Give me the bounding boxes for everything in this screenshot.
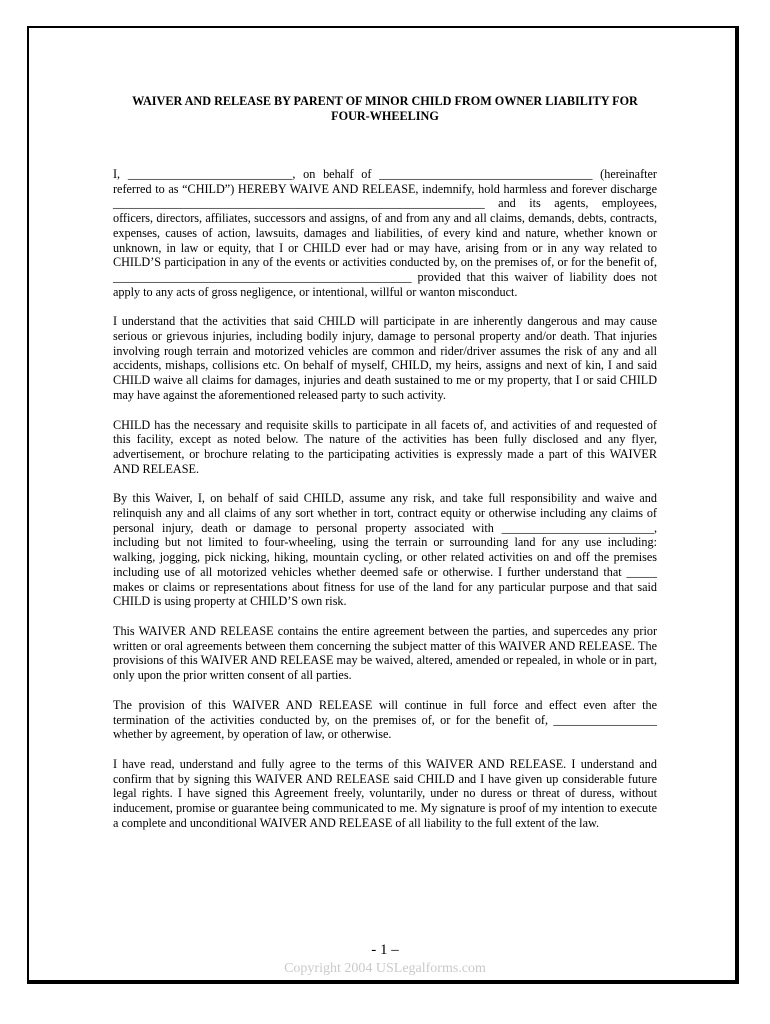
document-title-line2: FOUR-WHEELING [331, 109, 439, 123]
document-title [113, 94, 657, 124]
paragraph-risk-understanding: I understand that the activities that said CHILD will participate in are inherently dangerous and may cause serious or grievous injuries, including bodily injury, damage to personal property and/or death. That injuries involving rough terrain and motorized vehicles are common and rider/driver assumes the risk of any and all accidents, mishaps, collisions etc. On behalf of myself, CHILD, my heirs, assigns and next of kin, I and said CHILD waive all claims for damages, injuries and death sustained to me or my property, that I or said CHILD may have against the aforementioned released party to such activity. [113, 314, 657, 402]
paragraph-acknowledgment: I have read, understand and fully agree to the terms of this WAIVER AND RELEASE. I understand and confirm that by signing this WAIVER AND RELEASE said CHILD and I have given up considerable future legal rights. I have signed this Agreement freely, voluntarily, under no duress or threat of duress, without inducement, promise or guarantee being communicated to me. My signature is proof of my intention to execute a complete and unconditional WAIVER AND RELEASE of all liability to the full extent of the law. [113, 756, 657, 830]
paragraph-entire-agreement: This WAIVER AND RELEASE contains the entire agreement between the parties, and supercedes any prior written or oral agreements between them concerning the subject matter of this WAIVER AND RELEASE. The provisions of this WAIVER AND RELEASE may be waived, altered, amended or repealed, in whole or in part, only upon the prior written consent of all parties. [113, 623, 657, 683]
paragraph-waiver-intro: I, ___________________________, on behalf of ___________________________________ (hereinafter referred to as “CHILD”) HEREBY WAIVE AND RELEASE, indemnify, hold harmless and forever discharge _____________________________________________________________ and its agents, employees, officers, directors, affiliates, successors and assigns, of and from any and all claims, demands, debts, contracts, expenses, causes of action, lawsuits, damages and liabilities, of every kind and nature, whether known or unknown, in law or equity, that I or CHILD ever had or may have, arising from or in any way related to CHILD’S participation in any of the events or activities conducted by, on the premises of, or for the benefit of, _________________________________________________ provided that this waiver of liability does not apply to any acts of gross negligence, or intentional, willful or wanton misconduct. [113, 167, 657, 299]
document-title-line1: WAIVER AND RELEASE BY PARENT OF MINOR CHILD FROM OWNER LIABILITY FOR [132, 94, 638, 108]
copyright-notice: Copyright 2004 USLegalforms.com [284, 961, 486, 976]
document-body [113, 94, 657, 845]
paragraph-assume-risk: By this Waiver, I, on behalf of said CHILD, assume any risk, and take full responsibility and waive and relinquish any and all claims of any sort whether in tort, contract equity or otherwise including any claims of personal injury, death or damage to personal property associated with _________________________, including but not limited to four-wheeling, using the terrain or surrounding land for any use including: walking, jogging, pick nicking, hiking, mountain cycling, or other related activities on and off the premises including use of all motorized vehicles whether deemed safe or otherwise. I further understand that _____ makes or claims or representations about fitness for use of the land for any particular purpose and that said CHILD is using property at CHILD’S own risk. [113, 491, 657, 609]
paragraph-survival: The provision of this WAIVER AND RELEASE will continue in full force and effect even after the termination of the activities conducted by, on the premises of, or for the benefit of, _________________ whether by agreement, by operation of law, or otherwise. [113, 697, 657, 742]
paragraph-child-skills: CHILD has the necessary and requisite skills to participate in all facets of, and activities of and requested of this facility, except as noted below. The nature of the activities has been fully disclosed and any flyer, advertisement, or brochure relating to the participating activities is expressly made a part of this WAIVER AND RELEASE. [113, 417, 657, 476]
page-number: - 1 – [371, 942, 399, 958]
